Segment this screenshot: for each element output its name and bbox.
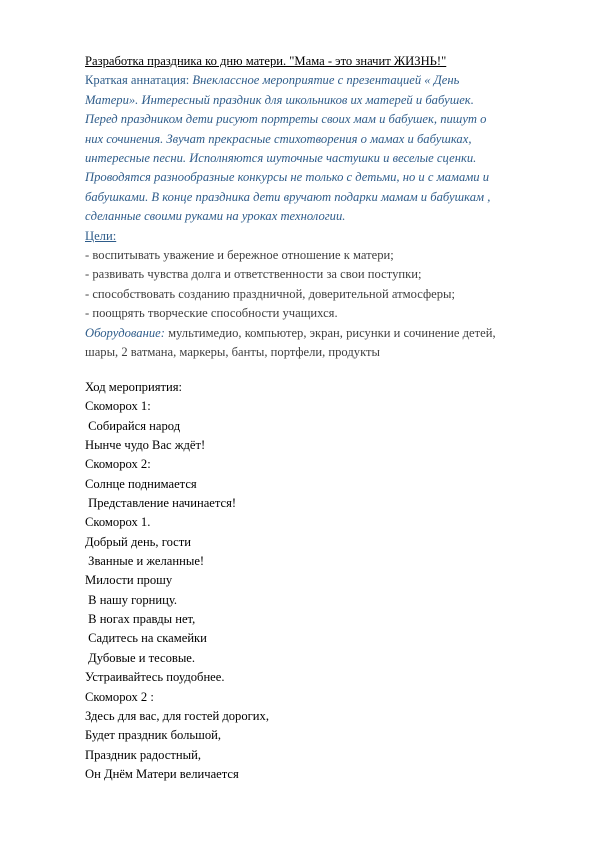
annotation-text: Проводятся разнообразные конкурсы не только с детьми, но и с мамами и: [85, 170, 490, 185]
verse-line: Добрый день, гости: [85, 534, 192, 549]
document-body: [85, 52, 555, 363]
annotation-text: них сочинения. Звучат прекрасные стихотворения о мамах и бабушках,: [85, 131, 472, 146]
speaker-label: Скоморох 1:: [85, 399, 151, 414]
scenario-heading: Ход мероприятия:: [85, 380, 183, 394]
verse-line: Будет праздник большой,: [85, 728, 222, 743]
equipment-first-line: [85, 324, 555, 343]
verse-line: Праздник радостный,: [85, 747, 201, 762]
document-title: Разработка праздника ко дню матери. "Мама - это значит ЖИЗНЬ!": [85, 54, 447, 68]
verse-line: Представление начинается!: [85, 496, 237, 511]
goals-heading: Цели:: [85, 228, 117, 243]
speaker-label: Скоморох 2 :: [85, 689, 154, 704]
verse-line: В ногах правды нет,: [85, 612, 196, 627]
equipment-text: шары, 2 ватмана, маркеры, банты, портфели, продукты: [85, 345, 380, 360]
annotation-first-line: [85, 71, 555, 90]
verse-line: Милости прошу: [85, 573, 173, 588]
annotation-text: бабушками. В конце праздника дети вручают подарки мамам и бабушкам ,: [85, 189, 491, 204]
equipment-text: мультимедио, компьютер, экран, рисунки и сочинение детей,: [164, 325, 496, 340]
scenario-section: [85, 378, 555, 784]
verse-line: Здесь для вас, для гостей дорогих,: [85, 708, 269, 723]
verse-line: Собирайся народ: [85, 418, 181, 433]
verse-line: В нашу горницу.: [85, 592, 178, 607]
speaker-label: Скоморох 1.: [85, 515, 151, 530]
annotation-text: сделанные своими руками на уроках технологии.: [85, 209, 346, 224]
annotation-label: Краткая аннатация:: [85, 73, 193, 88]
annotation-text: Матери». Интересный праздник для школьников их матерей и бабушек.: [85, 92, 474, 107]
goal-item: - способствовать созданию праздничной, доверительной атмосферы;: [85, 286, 455, 301]
verse-line: Нынче чудо Вас ждёт!: [85, 438, 206, 453]
verse-line: Садитесь на скамейки: [85, 631, 207, 646]
speaker-label: Скоморох 2:: [85, 457, 151, 472]
annotation-text: Внеклассное мероприятие с презентацией « День: [192, 73, 460, 88]
verse-line: Званные и желанные!: [85, 554, 205, 569]
verse-line: Устраивайтесь поудобнее.: [85, 670, 225, 685]
verse-line: Солнце поднимается: [85, 476, 197, 491]
annotation-text: Перед праздником дети рисуют портреты своих мам и бабушек, пишут о: [85, 112, 487, 127]
verse-line: Он Днём Матери величается: [85, 766, 239, 781]
goal-item: - воспитывать уважение и бережное отношение к матери;: [85, 248, 394, 263]
goal-item: - развивать чувства долга и ответственности за свои поступки;: [85, 267, 422, 282]
verse-line: Дубовые и тесовые.: [85, 650, 196, 665]
annotation-text: интересные песни. Исполняются шуточные частушки и веселые сценки.: [85, 151, 477, 166]
equipment-label: Оборудование:: [85, 325, 165, 340]
goal-item: - поощрять творческие способности учащихся.: [85, 306, 338, 321]
